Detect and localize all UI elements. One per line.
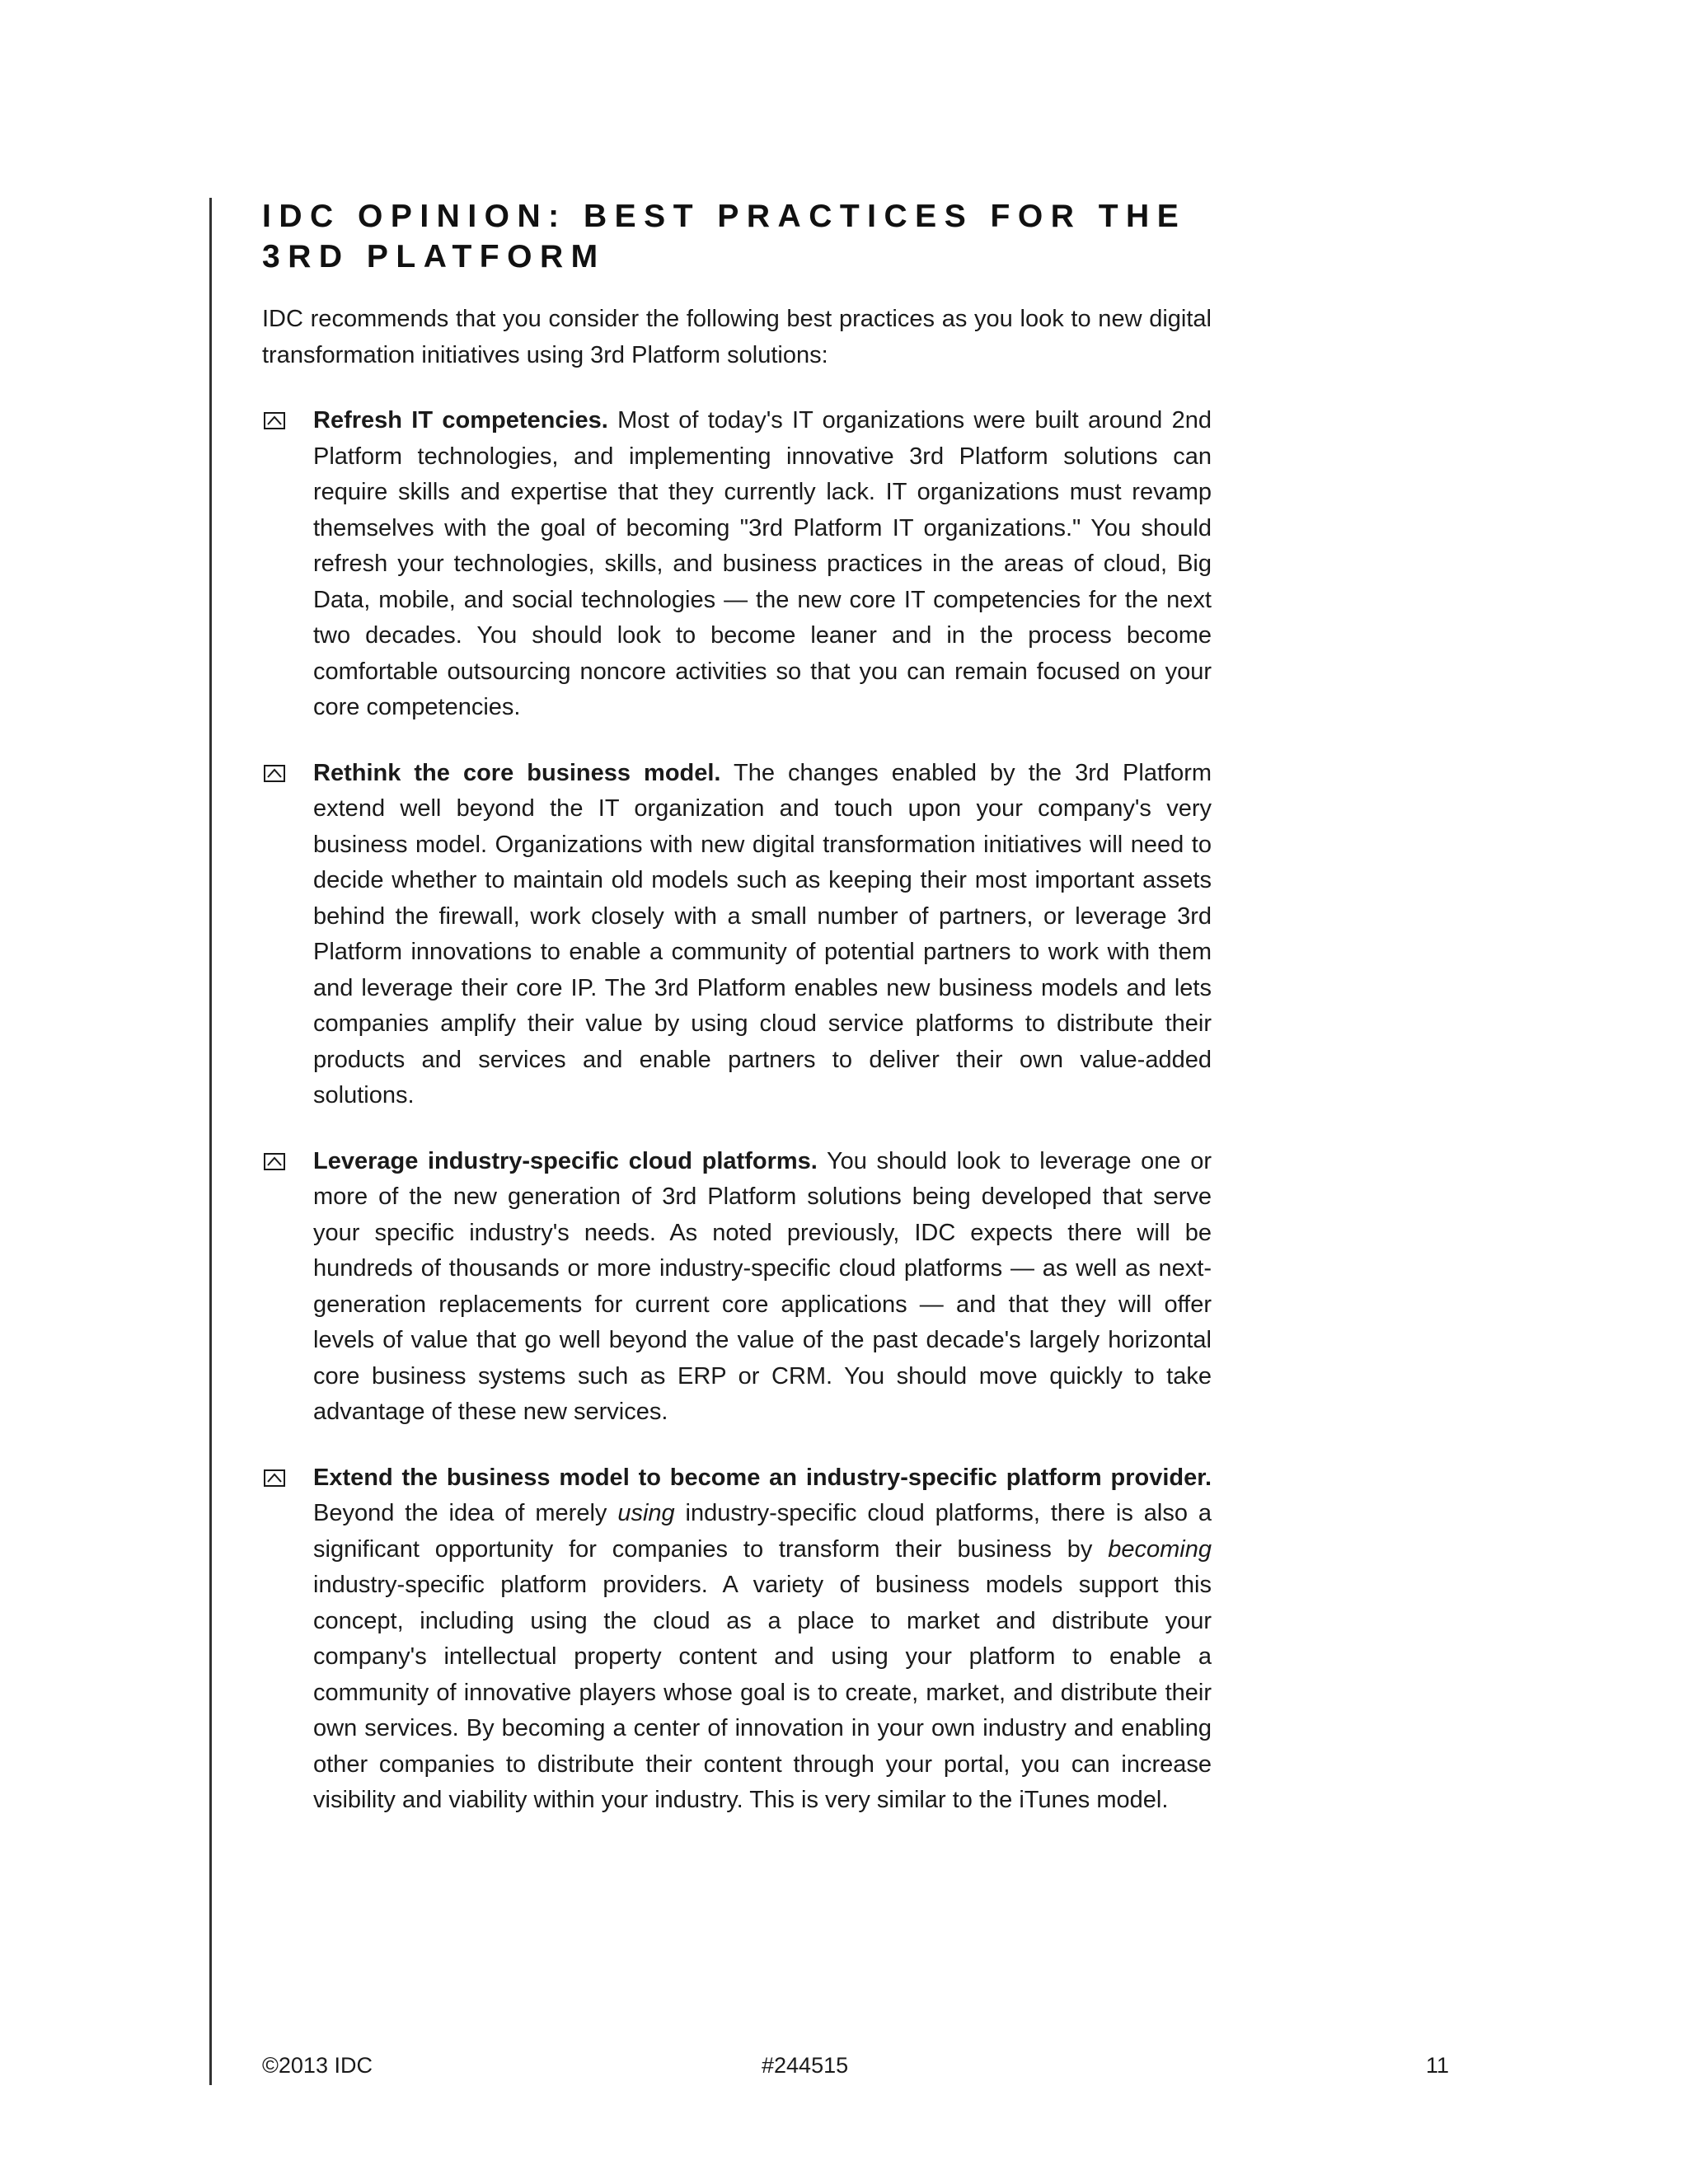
- list-item-text: [313, 403, 1212, 726]
- box-chevron-icon: [264, 412, 285, 429]
- copyright: ©2013 IDC: [262, 2053, 373, 2078]
- list-item-body-b: industry-specific cloud platforms, there is also a significant opportunity for companies to transform their business by: [313, 1500, 1212, 1563]
- emphasis-becoming: becoming: [1108, 1535, 1212, 1563]
- emphasis-using: using: [617, 1500, 675, 1526]
- list-item-text: [313, 1144, 1212, 1431]
- intro-paragraph: IDC recommends that you consider the following best practices as you look to new digital transformation initiatives using 3rd Platform solutions:: [262, 306, 1212, 368]
- list-item-lead: Rethink the core business model.: [313, 759, 721, 786]
- list-item-body: You should look to leverage one or more of the new generation of 3rd Platform solutions being developed that serve your specific industry's needs. As noted previously, IDC expects there will be hundreds of thousands or more industry-specific cloud platforms — as well as next-generation replacements for current core applications — and that they will offer levels of value that go well beyond the value of the past decade's largely horizontal core business systems such as ERP or CRM. You should move quickly to take advantage of these new services.: [313, 1147, 1212, 1425]
- margin-rule: [209, 198, 212, 2085]
- list-item-text: [313, 1460, 1212, 1819]
- list-item: [262, 1144, 1212, 1431]
- page-number: 11: [1425, 2053, 1449, 2078]
- list-item-lead: Refresh IT competencies.: [313, 407, 608, 434]
- box-chevron-icon: [264, 1469, 285, 1487]
- list-item-text: [313, 756, 1212, 1114]
- list-item: [262, 756, 1212, 1114]
- box-chevron-icon: [264, 1153, 285, 1170]
- list-item-lead: Leverage industry-specific cloud platforms.: [313, 1147, 818, 1174]
- list-item-body-a: Beyond the idea of merely: [313, 1500, 618, 1526]
- list-item-body-c: industry-specific platform providers. A variety of business models support this concept, including using the cloud as a place to market and distribute your company's intellectual property content and using your platform to enable a community of innovative players whose goal is to create, market, and distribute their own services. By becoming a center of innovation in your own industry and enabling other companies to distribute their content through your portal, you can increase visibility and viability within your industry. This is very similar to the iTunes model.: [313, 1572, 1212, 1813]
- page-footer: [262, 2049, 1449, 2082]
- list-item: [262, 403, 1212, 726]
- best-practices-list: [262, 403, 1212, 1819]
- page-title: IDC OPINION: BEST PRACTICES FOR THE 3RD PLATFORM: [262, 199, 1187, 274]
- list-item-body: The changes enabled by the 3rd Platform extend well beyond the IT organization and touch upon your company's very business model. Organizations with new digital transformation initiatives will need to decide whether to maintain old models such as keeping their most important assets behind the firewall, work closely with a small number of partners, or leverage 3rd Platform innovations to enable a community of potential partners to work with them and leverage their core IP. The 3rd Platform enables new business models and lets companies amplify their value by using cloud service platforms to distribute their products and services and enable partners to deliver their own value-added solutions.: [313, 759, 1212, 1108]
- document-number: #244515: [762, 2053, 849, 2078]
- list-item: [262, 1460, 1212, 1819]
- list-item-body: Most of today's IT organizations were built around 2nd Platform technologies, and implementing innovative 3rd Platform solutions can require skills and expertise that they currently lack. IT organizations must revamp themselves with the goal of becoming "3rd Platform IT organizations." You should refresh your technologies, skills, and business practices in the areas of cloud, Big Data, mobile, and social technologies — the new core IT competencies for the next two decades. You should look to become leaner and in the process become comfortable outsourcing noncore activities so that you can remain focused on your core competencies.: [313, 407, 1212, 720]
- list-item-lead: Extend the business model to become an industry-specific platform provider.: [313, 1464, 1212, 1491]
- box-chevron-icon: [264, 765, 285, 782]
- page-content: [262, 196, 1212, 1849]
